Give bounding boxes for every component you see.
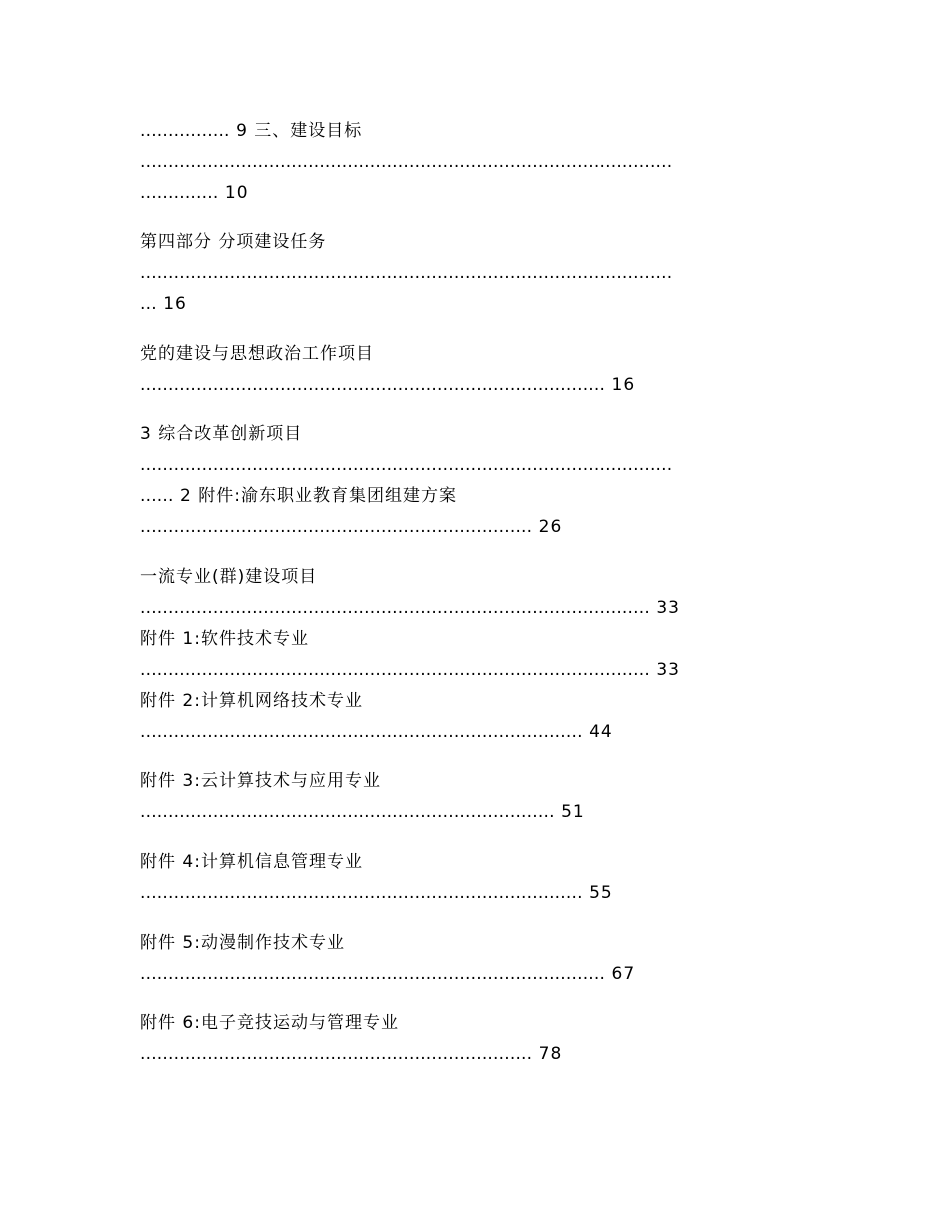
toc-heading <box>140 770 381 792</box>
toc-line <box>140 597 680 619</box>
toc-leader-dots: ............................................................................................... <box>140 152 673 172</box>
toc-line <box>140 454 672 476</box>
toc-line <box>140 659 680 681</box>
toc-entry-text: 附件 3:云计算技术与应用专业 <box>140 771 381 791</box>
toc-entry-text: 附件 4:计算机信息管理专业 <box>140 852 363 872</box>
toc-entry-text: 附件 5:动漫制作技术专业 <box>140 933 345 953</box>
toc-heading <box>140 628 309 650</box>
toc-leader-dots: ...................................................................... <box>140 1044 533 1064</box>
toc-leader-dots: ............................................................................... <box>140 722 583 742</box>
toc-leader-dots: ................ <box>140 121 230 141</box>
toc-page-number: 10 <box>218 183 249 203</box>
toc-page-number: 33 <box>649 660 680 680</box>
toc-leader-dots: ............................................................................... <box>140 883 583 903</box>
toc-page-number: 78 <box>532 1044 563 1064</box>
toc-leader-dots: ................................................................................... <box>140 375 606 395</box>
toc-page-number: 26 <box>532 517 563 537</box>
toc-page-number: 16 <box>605 375 636 395</box>
toc-line <box>140 262 672 284</box>
toc-page-number: 67 <box>605 964 636 984</box>
toc-line <box>140 801 585 823</box>
toc-line <box>140 374 635 396</box>
toc-leader-dots: ............................................................................................... <box>140 263 673 283</box>
toc-heading <box>140 423 302 445</box>
toc-line <box>140 882 613 904</box>
toc-leader-dots: ............................................................................................... <box>140 455 673 475</box>
toc-line <box>140 151 672 173</box>
toc-entry-text: 附件 1:软件技术专业 <box>140 629 309 649</box>
toc-entry-text: 一流专业(群)建设项目 <box>140 567 318 587</box>
toc-page-number: 44 <box>582 722 613 742</box>
toc-entry-text: 第四部分 分项建设任务 <box>140 232 327 252</box>
toc-line <box>140 120 362 142</box>
toc-entry-text: 附件 2:计算机网络技术专业 <box>140 691 363 711</box>
toc-leader-dots: ........................................................................................... <box>140 598 650 618</box>
toc-leader-dots: ...... <box>140 486 174 506</box>
toc-leader-dots: .......................................................................... <box>140 802 555 822</box>
toc-page-number: 16 <box>156 294 187 314</box>
toc-heading <box>140 1012 399 1034</box>
toc-entry-text: 3 综合改革创新项目 <box>140 424 303 444</box>
toc-heading <box>140 566 317 588</box>
toc-line <box>140 516 562 538</box>
toc-entry-text: 2 附件:渝东职业教育集团组建方案 <box>173 486 457 506</box>
toc-heading <box>140 932 345 954</box>
toc-leader-dots: ................................................................................... <box>140 964 606 984</box>
toc-heading <box>140 343 374 365</box>
toc-heading <box>140 690 363 712</box>
toc-line <box>140 721 613 743</box>
toc-line <box>140 485 457 507</box>
toc-page-number: 51 <box>554 802 585 822</box>
toc-leader-dots: .............. <box>140 183 219 203</box>
toc-leader-dots: ... <box>140 294 157 314</box>
toc-entry-text: 党的建设与思想政治工作项目 <box>140 344 374 364</box>
toc-leader-dots: ........................................................................................... <box>140 660 650 680</box>
toc-heading <box>140 851 363 873</box>
toc-entry-text: 附件 6:电子竞技运动与管理专业 <box>140 1013 399 1033</box>
toc-entry-text: 9 三、建设目标 <box>229 121 363 141</box>
toc-line <box>140 182 249 204</box>
toc-leader-dots: ...................................................................... <box>140 517 533 537</box>
toc-line <box>140 1043 562 1065</box>
toc-page-number: 55 <box>582 883 613 903</box>
toc-page-number: 33 <box>649 598 680 618</box>
toc-heading <box>140 231 326 253</box>
toc-line <box>140 963 635 985</box>
toc-line <box>140 293 187 315</box>
